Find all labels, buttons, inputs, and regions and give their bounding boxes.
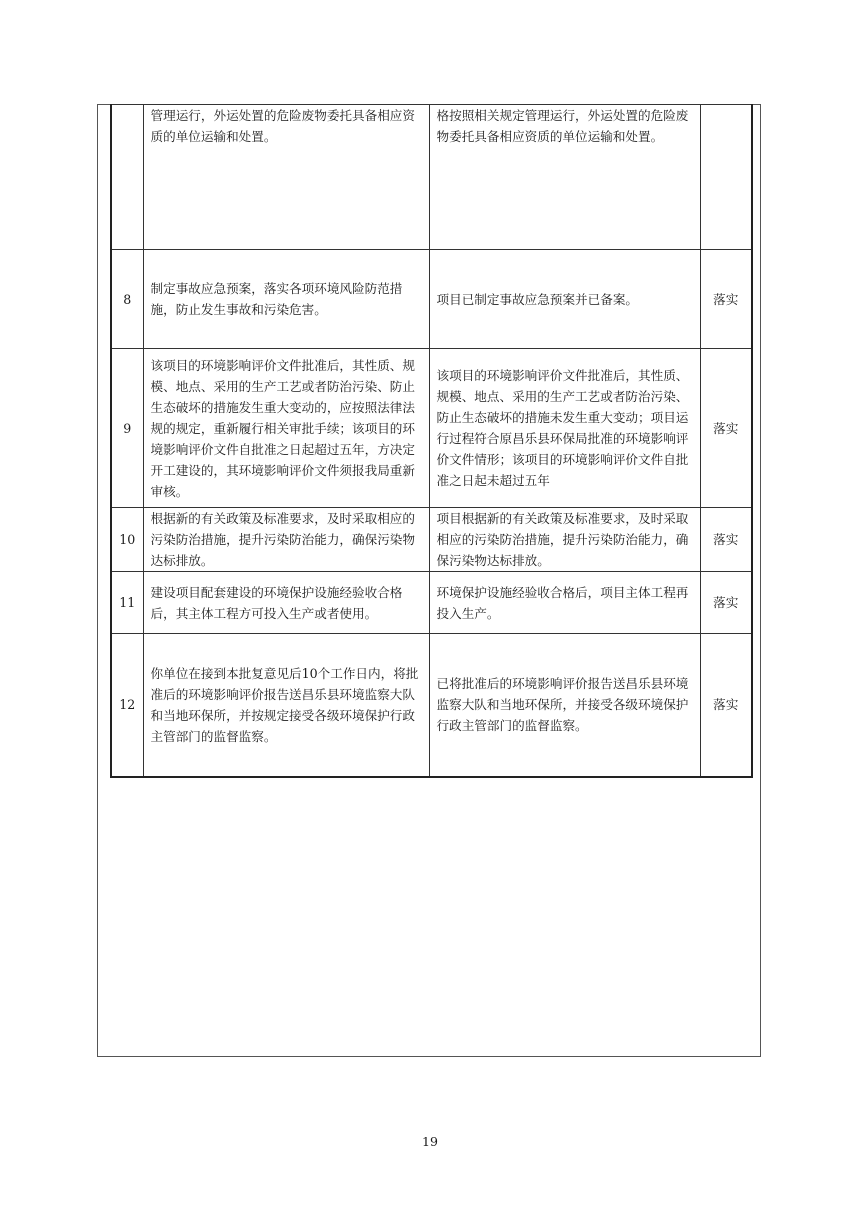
compliance-table: [110, 104, 753, 778]
table-row: [111, 105, 752, 250]
status-badge: 落实: [700, 508, 752, 572]
status-badge: 落实: [700, 349, 752, 508]
row-number: [111, 105, 143, 250]
approval-requirement: 制定事故应急预案，落实各项环境风险防范措施，防止发生事故和污染危害。: [143, 250, 429, 349]
row-number: 12: [111, 634, 143, 777]
row-number: 8: [111, 250, 143, 349]
row-number: 9: [111, 349, 143, 508]
approval-requirement: 建设项目配套建设的环境保护设施经验收合格后，其主体工程方可投入生产或者使用。: [143, 572, 429, 634]
approval-requirement: 该项目的环境影响评价文件批准后，其性质、规模、地点、采用的生产工艺或者防治污染、防止生态破坏的措施发生重大变动的，应按照法律法规的规定，重新履行相关审批手续；该项目的环境影响评价文件自批准之日起超过五年，方决定开工建设的，其环境影响评价文件须报我局重新审核。: [143, 349, 429, 508]
implementation-status: 格按照相关规定管理运行，外运处置的危险废物委托具备相应资质的单位运输和处置。: [429, 105, 700, 250]
row-number: 10: [111, 508, 143, 572]
status-badge: 落实: [700, 572, 752, 634]
row-number: 11: [111, 572, 143, 634]
approval-requirement: 管理运行，外运处置的危险废物委托具备相应资质的单位运输和处置。: [143, 105, 429, 250]
table-row: [111, 349, 752, 508]
page-number: 19: [422, 1134, 438, 1149]
implementation-status: 项目已制定事故应急预案并已备案。: [429, 250, 700, 349]
status-badge: 落实: [700, 634, 752, 777]
approval-requirement: 你单位在接到本批复意见后10个工作日内，将批准后的环境影响评价报告送昌乐县环境监察大队和当地环保所，并按规定接受各级环境保护行政主管部门的监督监察。: [143, 634, 429, 777]
implementation-status: 项目根据新的有关政策及标准要求，及时采取相应的污染防治措施，提升污染防治能力，确保污染物达标排放。: [429, 508, 700, 572]
approval-requirement: 根据新的有关政策及标准要求，及时采取相应的污染防治措施，提升污染防治能力，确保污染物达标排放。: [143, 508, 429, 572]
implementation-status: 该项目的环境影响评价文件批准后，其性质、规模、地点、采用的生产工艺或者防治污染、防止生态破坏的措施未发生重大变动；项目运行过程符合原昌乐县环保局批准的环境影响评价文件情形；该项目的环境影响评价文件自批准之日起未超过五年: [429, 349, 700, 508]
table-row: [111, 508, 752, 572]
table-row: [111, 634, 752, 777]
table-row: [111, 572, 752, 634]
implementation-status: 环境保护设施经验收合格后，项目主体工程再投入生产。: [429, 572, 700, 634]
status-badge: [700, 105, 752, 250]
status-badge: 落实: [700, 250, 752, 349]
table-row: [111, 250, 752, 349]
implementation-status: 已将批准后的环境影响评价报告送昌乐县环境监察大队和当地环保所，并接受各级环境保护行政主管部门的监督监察。: [429, 634, 700, 777]
